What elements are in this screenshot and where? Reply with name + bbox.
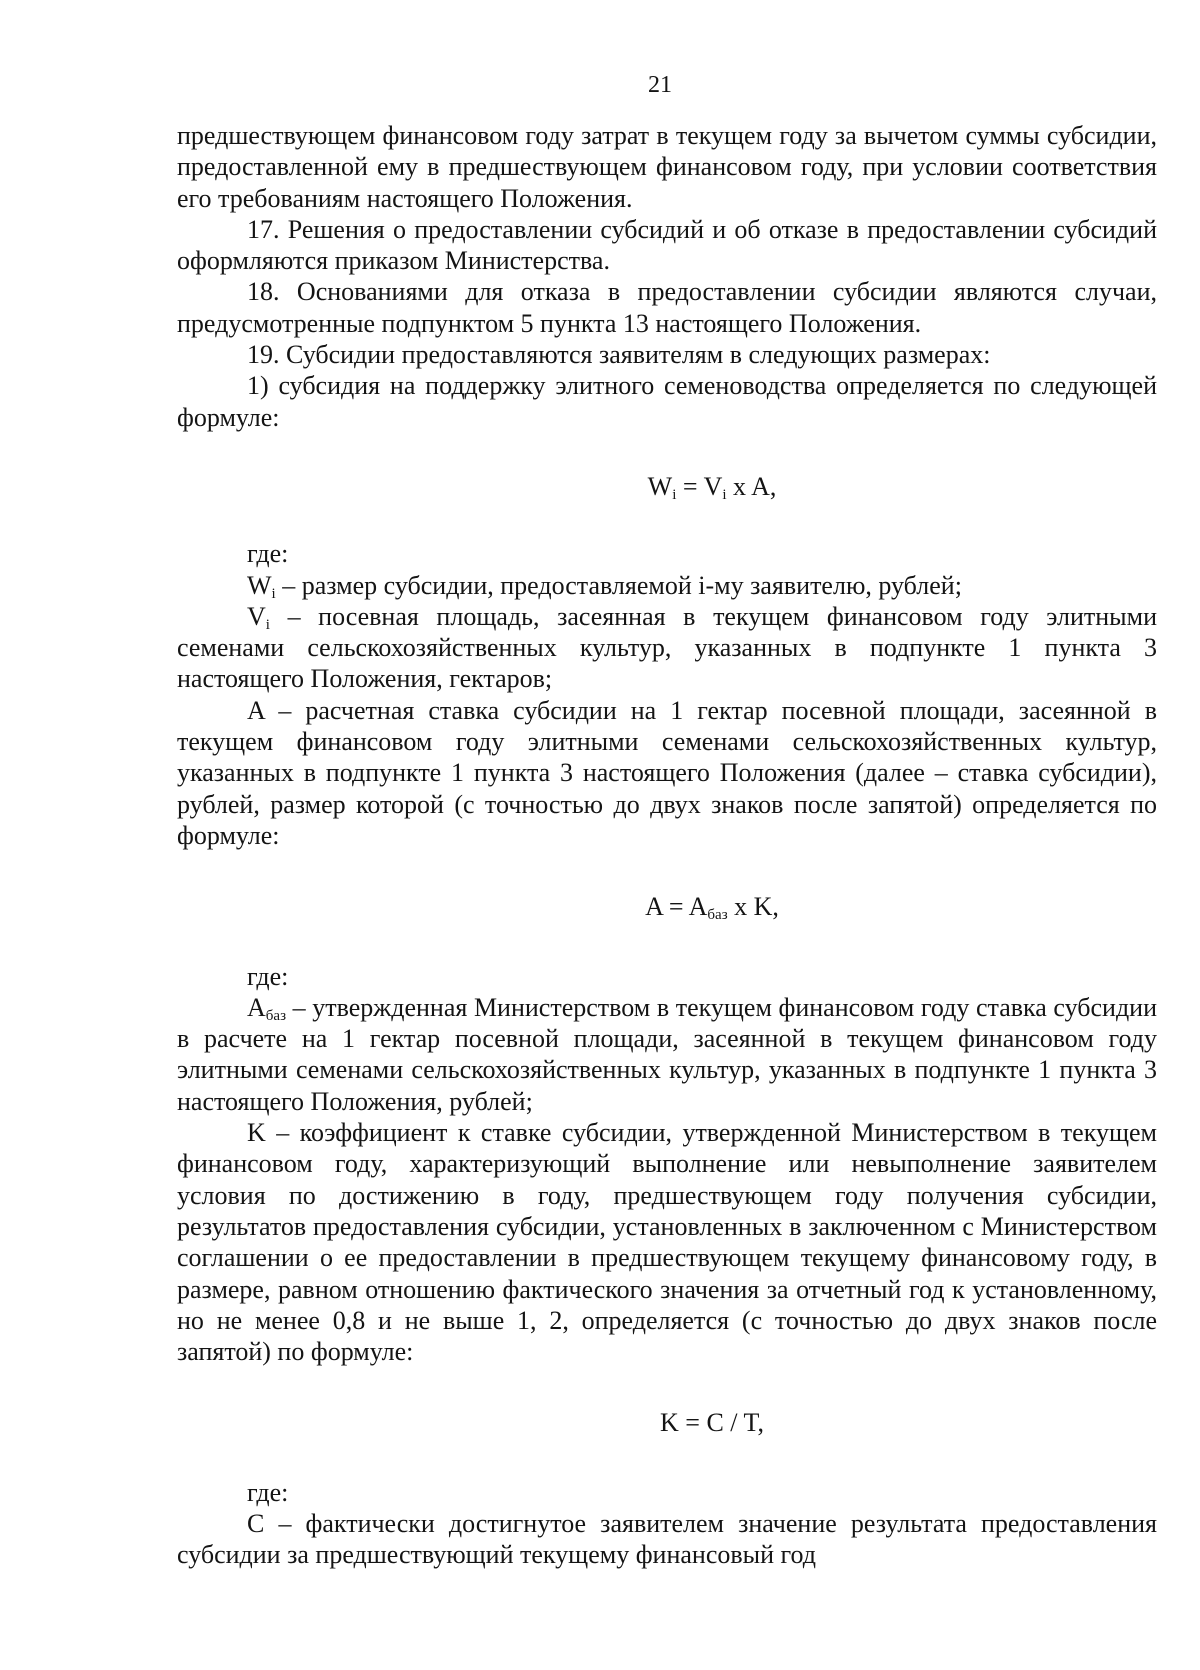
paragraph-19: 19. Субсидии предоставляются заявителям в следующих размерах:: [247, 340, 991, 370]
definition-w-text: – размер субсидии, предоставляемой i-му заявителю, рублей;: [275, 570, 962, 600]
formula-a: [177, 891, 1157, 922]
paragraph-18: 18. Основаниями для отказа в предоставлении субсидии являются случаи, предусмотренные подпунктом 5 пункта 13 настоящего Положения.: [177, 277, 1157, 338]
paragraph-intro: предшествующем финансовом году затрат в текущем году за вычетом суммы субсидии, предоставленной ему в предшествующем финансовом году, при условии соответствия его требованиям настоящего Положения.: [177, 121, 1157, 213]
definition-w: [177, 570, 1157, 601]
formula-k: K = C / T,: [660, 1408, 764, 1438]
definition-w-symbol: W: [247, 570, 272, 600]
page-number: 21: [648, 72, 672, 98]
definition-c: C – фактически достигнутое заявителем значение результата предоставления субсидии за предшествующий текущему финансовый год: [177, 1508, 1157, 1570]
definition-a: A – расчетная ставка субсидии на 1 гектар посевной площади, засеянной в текущем финансовом году элитными семенами сельскохозяйственных культур, указанных в подпункте 1 пункта 3 настоящего Положения (далее – ставка субсидии), рублей, размер которой (с точностью до двух знаков после запятой) определяется по формуле:: [177, 695, 1157, 850]
formula-w: [177, 471, 1157, 502]
definition-abaz: [177, 992, 1157, 1117]
formula-w-symbol: W: [647, 471, 673, 501]
definition-v: [177, 601, 1157, 695]
formula-v-subscript: i: [722, 486, 727, 503]
paragraph-17: 17. Решения о предоставлении субсидий и об отказе в предоставлении субсидий оформляются приказом Министерства.: [177, 214, 1157, 276]
formula-v-symbol: V: [703, 471, 723, 501]
document-body: [177, 120, 1157, 1571]
where-label-2: где:: [247, 961, 289, 991]
definition-abaz-symbol: A: [247, 992, 266, 1022]
where-label-3: где:: [247, 1477, 289, 1507]
formula-w-eq: =: [676, 471, 704, 501]
definition-v-subscript: i: [265, 616, 270, 633]
definition-abaz-subscript: баз: [265, 1007, 286, 1024]
formula-a-subscript: баз: [707, 907, 728, 924]
formula-a-rest: x K,: [727, 892, 779, 922]
formula-w-rest: x A,: [726, 471, 777, 501]
definition-v-symbol: V: [247, 601, 266, 631]
definition-w-subscript: i: [271, 585, 276, 602]
formula-a-lhs: A = A: [645, 892, 708, 922]
paragraph-19-1: 1) субсидия на поддержку элитного семеноводства определяется по следующей формуле:: [177, 371, 1157, 432]
definition-v-text: – посевная площадь, засеянная в текущем финансовом году элитными семенами сельскохозяйственных культур, указанных в подпункте 1 пункта 3 настоящего Положения, гектаров;: [177, 601, 1157, 694]
definition-k: K – коэффициент к ставке субсидии, утвержденной Министерством в текущем финансовом году, характеризующий выполнение или невыполнение заявителем условия по достижению в году, предшествующем году получения субсидии, результатов предоставления субсидии, установленных в заключенном с Министерством соглашении о ее предоставлении в предшествующем текущему финансовому году, в размере, равном отношению фактического значения за отчетный год к установленному, но не менее 0,8 и не выше 1, 2, определяется (с точностью до двух знаков после запятой) по формуле:: [177, 1118, 1157, 1367]
where-label-1: где:: [247, 539, 289, 569]
definition-abaz-text: – утвержденная Министерством в текущем финансовом году ставка субсидии в расчете на 1 гектар посевной площади, засеянной в текущем финансовом году элитными семенами сельскохозяйственных культур, указанных в подпункте 1 пункта 3 настоящего Положения, рублей;: [177, 992, 1157, 1116]
formula-w-subscript: i: [672, 486, 677, 503]
